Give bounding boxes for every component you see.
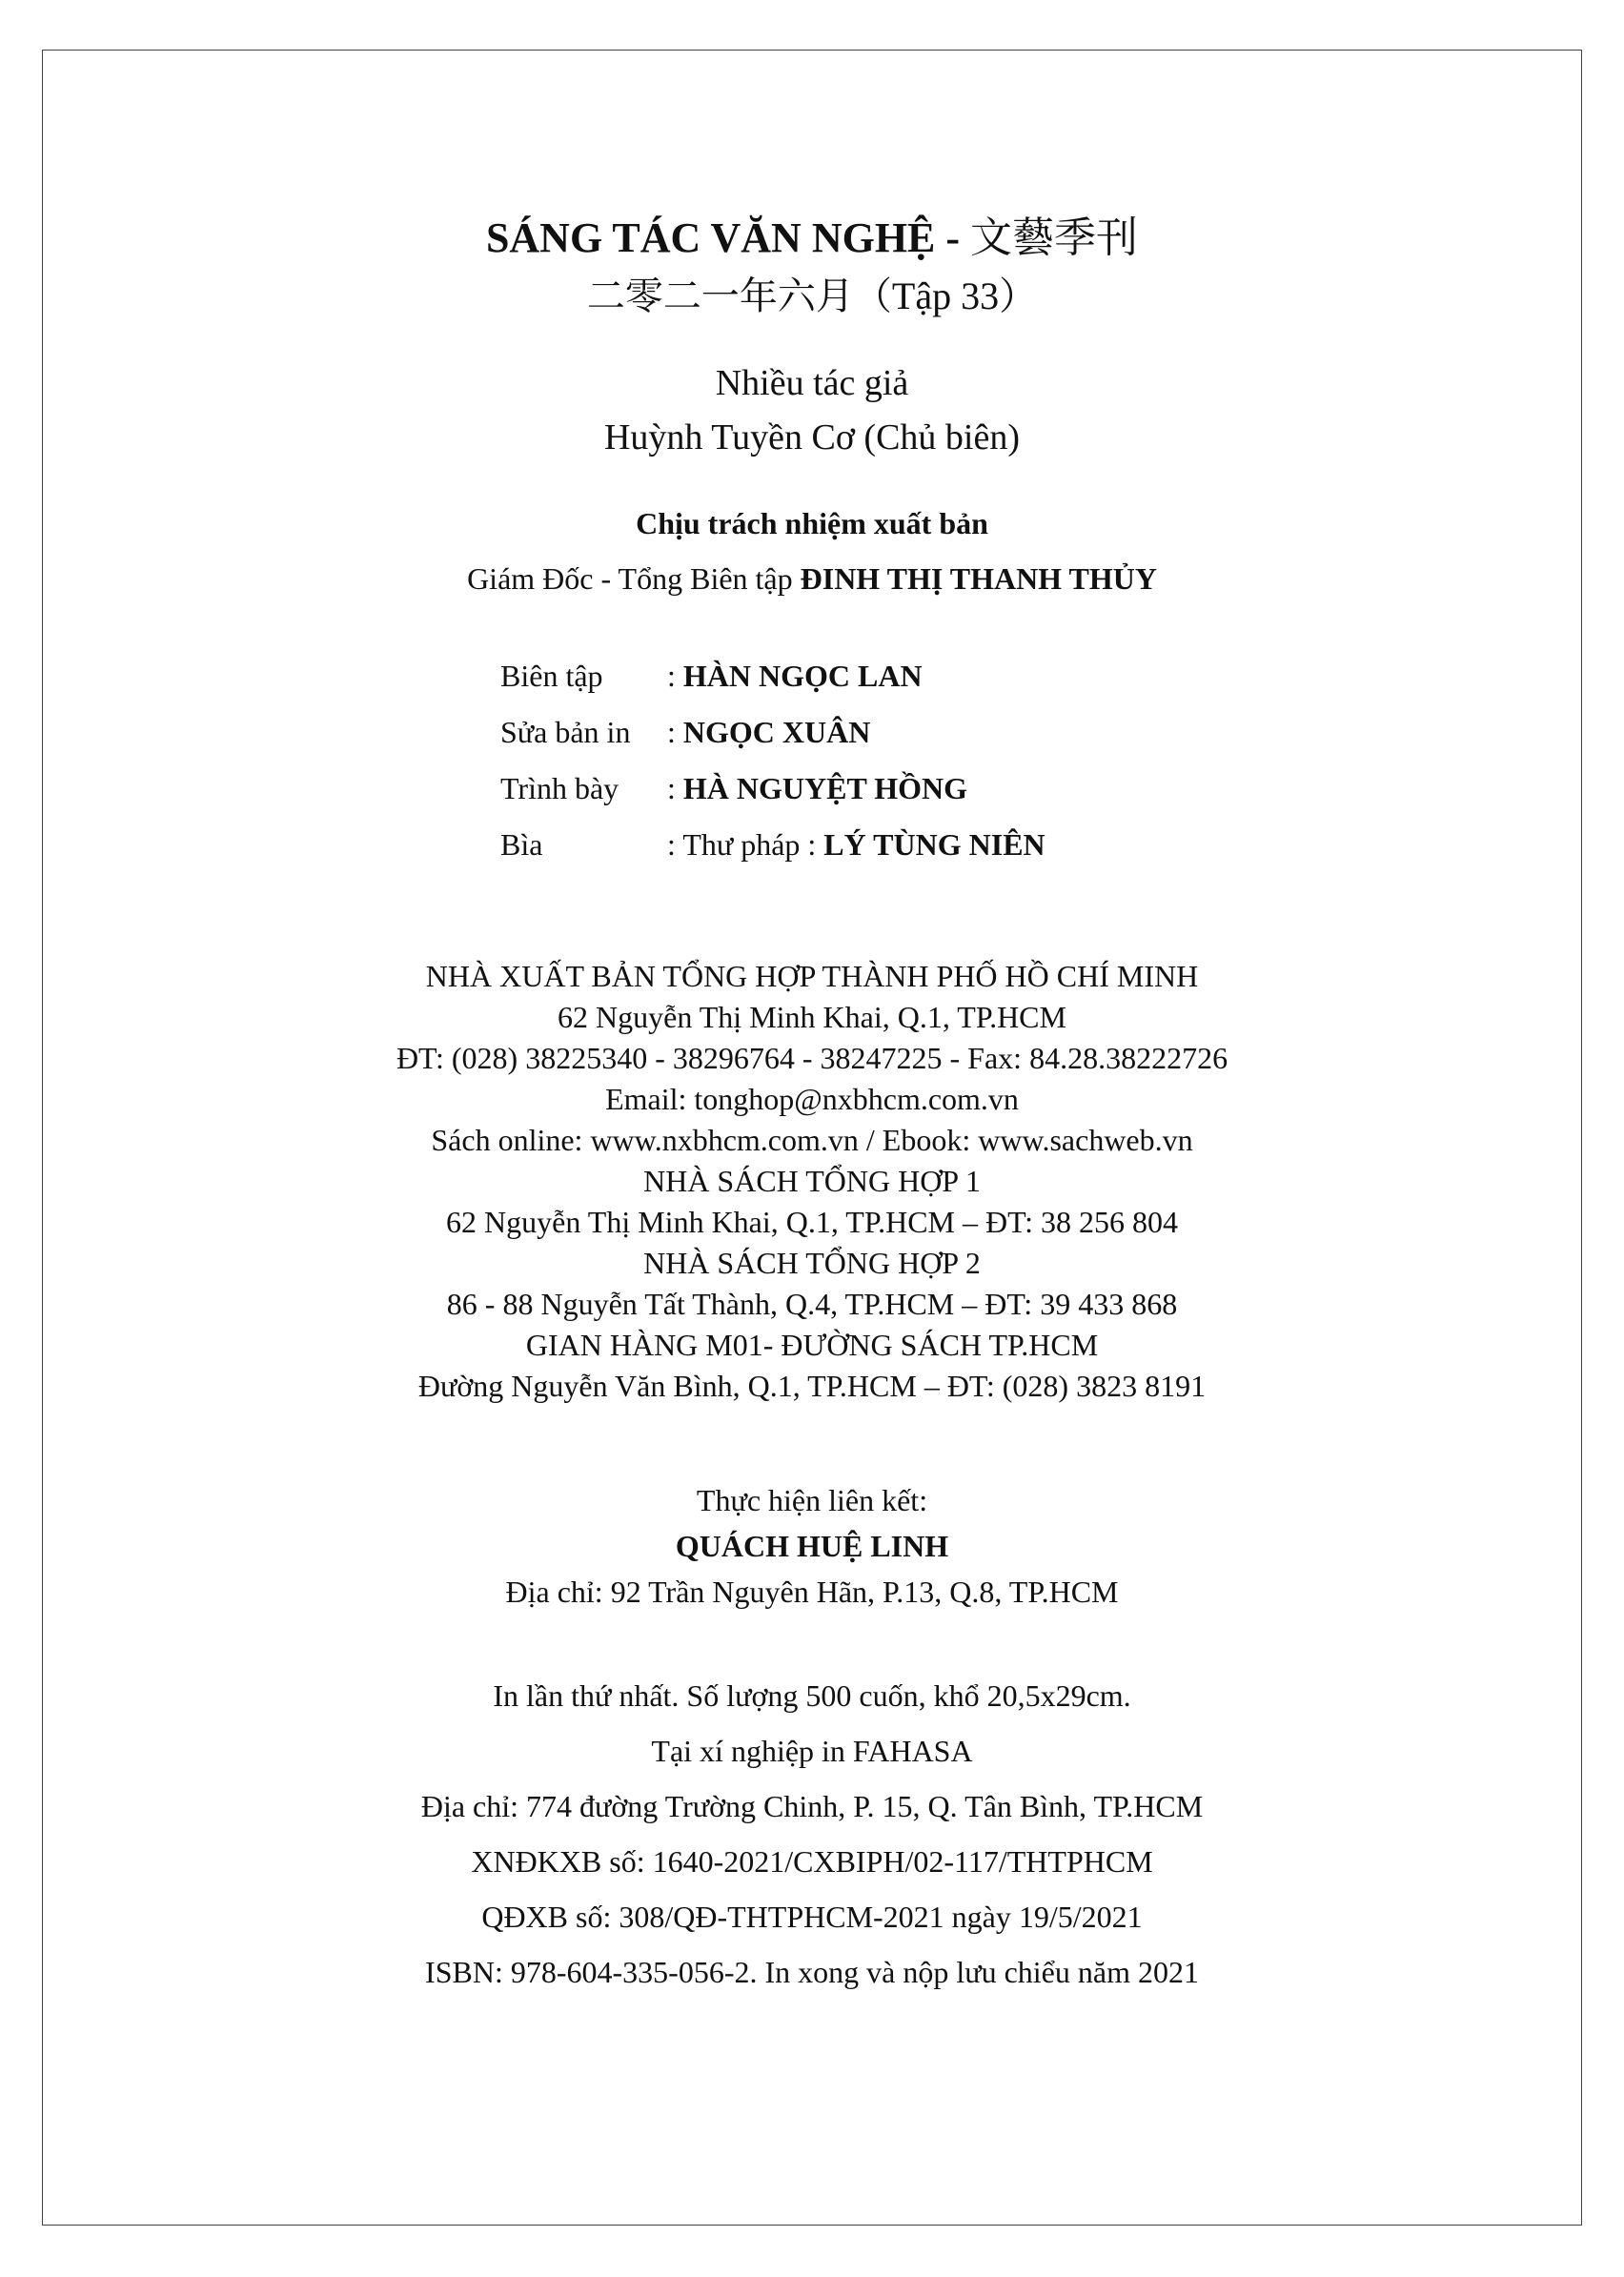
book-title-separator: - xyxy=(935,214,971,261)
credit-separator: : xyxy=(667,659,683,693)
publisher-address: 62 Nguyễn Thị Minh Khai, Q.1, TP.HCM xyxy=(558,1000,1066,1034)
liaison-name: QUÁCH HUỆ LINH xyxy=(675,1529,949,1563)
credit-row-editor xyxy=(500,653,1045,709)
authors-block xyxy=(0,356,1624,465)
bookstore-2-name: NHÀ SÁCH TỔNG HỢP 2 xyxy=(643,1246,981,1280)
credit-row-proofreader xyxy=(500,709,1045,765)
credits-list xyxy=(500,653,1045,878)
credit-value: LÝ TÙNG NIÊN xyxy=(823,827,1045,862)
book-title-chinese: 文藝季刊 xyxy=(970,213,1139,262)
credit-value: HÀ NGUYỆT HỒNG xyxy=(682,771,967,805)
bookstore-2-address: 86 - 88 Nguyễn Tất Thành, Q.4, TP.HCM – ĐT: 39 433 868 xyxy=(446,1287,1178,1321)
responsibility-role: Giám Đốc - Tổng Biên tập xyxy=(467,561,801,596)
credit-value: NGỌC XUÂN xyxy=(682,715,871,749)
liaison-address: Địa chỉ: 92 Trần Nguyên Hãn, P.13, Q.8, TP.HCM xyxy=(505,1575,1119,1609)
credit-row-cover xyxy=(500,822,1045,878)
credit-label: Trình bày xyxy=(500,771,619,805)
credit-prefix: Thư pháp : xyxy=(682,827,824,862)
responsibility-heading: Chịu trách nhiệm xuất bản xyxy=(636,506,988,540)
credit-label: Bìa xyxy=(500,827,543,862)
publisher-phone: ĐT: (028) 38225340 - 38296764 - 38247225 - Fax: 84.28.38222726 xyxy=(396,1041,1228,1075)
publisher-block xyxy=(0,956,1624,1407)
responsibility-name: ĐINH THỊ THANH THỦY xyxy=(800,561,1157,596)
printer-name: Tại xí nghiệp in FAHASA xyxy=(651,1734,973,1768)
registration-number: XNĐKXB số: 1640-2021/CXBIPH/02-117/THTPHCM xyxy=(471,1844,1153,1879)
authors-line: Nhiều tác giả xyxy=(715,363,909,403)
liaison-block xyxy=(0,1477,1624,1615)
credit-label: Sửa bản in xyxy=(500,715,631,749)
issue-subtitle xyxy=(0,270,1624,323)
book-title-main: SÁNG TÁC VĂN NGHỆ xyxy=(485,214,936,261)
responsibility-line xyxy=(0,556,1624,601)
printing-block xyxy=(0,1668,1624,2000)
credit-separator: : xyxy=(667,827,683,862)
credit-row-layout xyxy=(500,765,1045,822)
bookstore-1-address: 62 Nguyễn Thị Minh Khai, Q.1, TP.HCM – ĐT: 38 256 804 xyxy=(446,1205,1178,1239)
bookstore-1-name: NHÀ SÁCH TỔNG HỢP 1 xyxy=(643,1164,981,1198)
credit-separator: : xyxy=(667,715,683,749)
issue-chinese-date: 二零二一年六月 xyxy=(586,274,854,318)
credit-label: Biên tập xyxy=(500,659,603,693)
publishing-decision: QĐXB số: 308/QĐ-THTPHCM-2021 ngày 19/5/2021 xyxy=(481,1900,1143,1934)
issue-volume: （Tập 33） xyxy=(853,274,1038,317)
publisher-email: Email: tonghop@nxbhcm.com.vn xyxy=(605,1082,1019,1116)
credit-value: HÀN NGỌC LAN xyxy=(682,659,923,693)
isbn-line: ISBN: 978-604-335-056-2. In xong và nộp lưu chiểu năm 2021 xyxy=(425,1955,1199,1989)
editor-in-chief-line: Huỳnh Tuyền Cơ (Chủ biên) xyxy=(603,417,1021,457)
publisher-online: Sách online: www.nxbhcm.com.vn / Ebook: www.sachweb.vn xyxy=(431,1123,1193,1157)
book-title xyxy=(0,212,1624,265)
publisher-name: NHÀ XUẤT BẢN TỔNG HỢP THÀNH PHỐ HỒ CHÍ MINH xyxy=(425,959,1199,993)
booth-address: Đường Nguyễn Văn Bình, Q.1, TP.HCM – ĐT: (028) 3823 8191 xyxy=(417,1369,1207,1403)
liaison-label: Thực hiện liên kết: xyxy=(696,1483,928,1517)
printer-address: Địa chỉ: 774 đường Trường Chinh, P. 15, Q. Tân Bình, TP.HCM xyxy=(420,1789,1204,1823)
print-run: In lần thứ nhất. Số lượng 500 cuốn, khổ 20,5x29cm. xyxy=(493,1678,1131,1713)
credit-separator: : xyxy=(667,771,683,805)
booth-name: GIAN HÀNG M01- ĐƯỜNG SÁCH TP.HCM xyxy=(525,1328,1099,1362)
